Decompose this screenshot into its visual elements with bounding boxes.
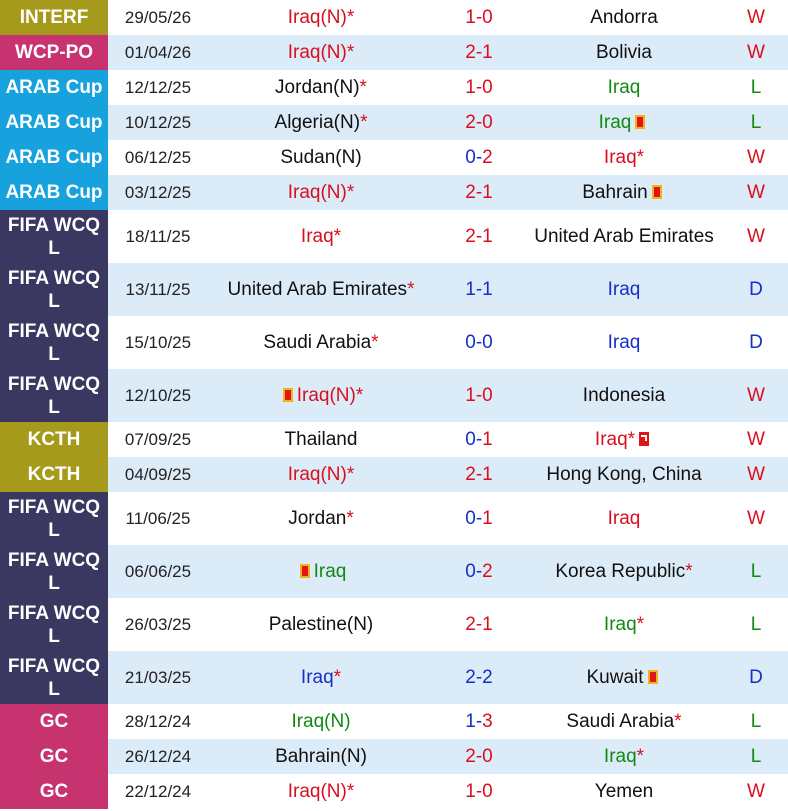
away-team-name[interactable]: Andorra [590,6,658,28]
score-separator: - [475,710,483,732]
home-team-name[interactable]: Sudan(N) [280,146,362,168]
away-team-name[interactable]: Bahrain [582,181,648,203]
home-team-cell[interactable] [208,598,434,651]
away-score: 1 [482,613,493,635]
match-date: 07/09/25 [108,422,208,457]
away-score: 0 [482,384,493,406]
away-team-name[interactable]: Yemen [594,780,654,802]
away-team-name[interactable]: Iraq [594,428,628,450]
home-team-star: * [359,76,367,98]
table-row[interactable] [0,774,788,809]
away-team-name[interactable]: Saudi Arabia [566,710,675,732]
competition-badge[interactable]: FIFA WCQ L [0,598,108,651]
home-team-cell[interactable] [208,316,434,369]
home-team-cell[interactable] [208,70,434,105]
away-team-name[interactable]: Kuwait [586,666,644,688]
competition-badge[interactable]: GC [0,774,108,809]
home-team-cell[interactable] [208,0,434,35]
home-team-cell[interactable] [208,651,434,704]
home-team-star: * [346,780,355,802]
competition-badge[interactable]: FIFA WCQ L [0,492,108,545]
match-result: D [724,263,788,316]
competition-badge[interactable]: GC [0,704,108,739]
home-team-cell[interactable] [208,704,434,739]
match-score[interactable] [434,0,524,35]
match-result: L [724,598,788,651]
match-result: L [724,545,788,598]
away-team-cell[interactable] [524,545,724,598]
away-team-name[interactable]: Bolivia [596,41,652,63]
away-team-star: * [636,745,645,767]
match-result: W [724,140,788,175]
match-date: 26/03/25 [108,598,208,651]
away-team-star: * [685,560,693,582]
home-score: 2 [465,225,476,247]
match-date: 06/06/25 [108,545,208,598]
away-team-cell[interactable] [524,316,724,369]
competition-badge[interactable]: ARAB Cup [0,175,108,210]
away-team-cell[interactable] [524,105,724,140]
home-team-name[interactable]: Iraq(N) [287,6,347,28]
match-date: 01/04/26 [108,35,208,70]
match-result: W [724,457,788,492]
match-date: 10/12/25 [108,105,208,140]
match-score[interactable] [434,739,524,774]
home-team-name[interactable]: Iraq(N) [287,780,347,802]
away-team-star: * [674,710,682,732]
home-score: 2 [465,181,476,203]
home-team-star: * [346,41,355,63]
match-score[interactable] [434,316,524,369]
table-row[interactable] [0,263,788,316]
away-team-name[interactable]: Iraq [607,331,641,353]
away-team-cell[interactable] [524,175,724,210]
red-card-icon [635,115,645,129]
home-score: 0 [465,146,476,168]
home-score: 2 [465,111,476,133]
home-team-name[interactable]: Iraq [313,560,347,582]
score-separator: - [475,613,483,635]
home-score: 2 [465,745,476,767]
away-score: 0 [482,6,493,28]
home-score: 1 [465,384,476,406]
home-team-name[interactable]: Iraq [300,225,334,247]
away-team-cell[interactable] [524,263,724,316]
home-team-cell[interactable] [208,422,434,457]
home-score: 1 [465,76,476,98]
away-team-cell[interactable] [524,739,724,774]
table-row[interactable] [0,739,788,774]
home-team-cell[interactable] [208,492,434,545]
away-score: 2 [482,666,493,688]
match-date: 04/09/25 [108,457,208,492]
home-team-star: * [333,666,342,688]
match-result: W [724,492,788,545]
home-team-star: * [346,181,355,203]
competition-badge[interactable]: FIFA WCQ L [0,210,108,263]
away-team-cell[interactable] [524,492,724,545]
score-separator: - [475,560,483,582]
match-score[interactable] [434,70,524,105]
competition-badge[interactable]: INTERF [0,0,108,35]
away-team-name[interactable]: Iraq [607,507,641,529]
score-separator: - [475,76,483,98]
score-separator: - [475,146,483,168]
home-team-cell[interactable] [208,369,434,422]
match-score[interactable] [434,598,524,651]
second-red-card-icon [639,432,649,446]
away-team-cell[interactable] [524,70,724,105]
home-team-name[interactable]: Jordan(N) [275,76,360,98]
score-separator: - [475,463,483,485]
competition-badge[interactable]: GC [0,739,108,774]
match-result: L [724,70,788,105]
home-team-cell[interactable] [208,545,434,598]
away-team-name[interactable]: Indonesia [582,384,666,406]
match-result: W [724,369,788,422]
home-team-star: * [346,507,354,529]
table-row[interactable] [0,105,788,140]
away-score: 0 [482,76,493,98]
home-team-star: * [371,331,379,353]
away-team-name[interactable]: Iraq [603,146,637,168]
table-row[interactable] [0,316,788,369]
score-separator: - [475,666,483,688]
away-team-cell[interactable] [524,422,724,457]
match-result: W [724,0,788,35]
home-score: 1 [465,278,476,300]
competition-badge[interactable]: KCTH [0,457,108,492]
match-score[interactable] [434,210,524,263]
competition-badge[interactable]: KCTH [0,422,108,457]
away-team-name[interactable]: Iraq [603,613,637,635]
score-separator: - [475,507,483,529]
score-separator: - [475,278,483,300]
match-score[interactable] [434,369,524,422]
score-separator: - [475,181,483,203]
red-card-icon [283,388,293,402]
home-team-cell[interactable] [208,457,434,492]
away-team-name[interactable]: Hong Kong, China [546,463,702,485]
away-team-name[interactable]: Iraq [603,745,637,767]
away-team-cell[interactable] [524,774,724,809]
home-team-name[interactable]: Jordan [288,507,347,529]
home-score: 0 [465,507,476,529]
table-row[interactable] [0,492,788,545]
home-team-cell[interactable] [208,774,434,809]
home-team-star: * [360,111,368,133]
home-score: 0 [465,331,476,353]
competition-badge[interactable]: FIFA WCQ L [0,651,108,704]
home-team-name[interactable]: Iraq(N) [291,710,351,732]
match-result: W [724,210,788,263]
home-team-star: * [346,6,355,28]
table-row[interactable] [0,545,788,598]
match-date: 21/03/25 [108,651,208,704]
match-result: W [724,774,788,809]
away-team-name[interactable]: Iraq [598,111,632,133]
score-separator: - [475,384,483,406]
away-team-star: * [636,146,645,168]
competition-badge[interactable]: WCP-PO [0,35,108,70]
score-separator: - [475,6,483,28]
away-team-cell[interactable] [524,210,724,263]
match-score[interactable] [434,422,524,457]
match-date: 12/10/25 [108,369,208,422]
home-team-cell[interactable] [208,35,434,70]
competition-badge[interactable]: FIFA WCQ L [0,545,108,598]
table-row[interactable] [0,598,788,651]
match-score[interactable] [434,545,524,598]
match-result: W [724,422,788,457]
home-team-star: * [346,463,355,485]
away-team-cell[interactable] [524,35,724,70]
away-score: 0 [482,111,493,133]
match-score[interactable] [434,457,524,492]
home-score: 2 [465,41,476,63]
home-team-name[interactable]: United Arab Emirates [227,278,408,300]
table-row[interactable] [0,651,788,704]
match-result: L [724,105,788,140]
away-score: 2 [482,560,493,582]
table-row[interactable] [0,457,788,492]
match-date: 26/12/24 [108,739,208,774]
home-score: 1 [465,6,476,28]
home-score: 1 [465,710,476,732]
match-result: L [724,704,788,739]
red-card-icon [648,670,658,684]
home-team-name[interactable]: Bahrain(N) [275,745,367,767]
home-score: 2 [465,666,476,688]
home-score: 0 [465,428,476,450]
home-team-name[interactable]: Algeria(N) [274,111,361,133]
table-row[interactable] [0,704,788,739]
away-team-name[interactable]: United Arab Emirates [534,225,714,247]
home-team-name[interactable]: Palestine(N) [268,613,374,635]
away-team-star: * [636,613,645,635]
home-team-name[interactable]: Iraq(N) [287,181,347,203]
score-separator: - [475,745,483,767]
competition-badge[interactable]: ARAB Cup [0,140,108,175]
away-team-cell[interactable] [524,140,724,175]
score-separator: - [475,41,483,63]
away-score: 0 [482,780,493,802]
competition-badge[interactable]: ARAB Cup [0,105,108,140]
away-score: 1 [482,41,493,63]
away-score: 0 [482,745,493,767]
table-row[interactable] [0,70,788,105]
match-score[interactable] [434,175,524,210]
home-score: 2 [465,613,476,635]
match-score[interactable] [434,492,524,545]
away-score: 1 [482,463,493,485]
match-result: D [724,651,788,704]
away-score: 1 [482,225,493,247]
match-result: W [724,35,788,70]
table-row[interactable] [0,35,788,70]
match-score[interactable] [434,263,524,316]
home-team-name[interactable]: Thailand [284,428,358,450]
table-row[interactable] [0,422,788,457]
home-score: 2 [465,463,476,485]
home-team-cell[interactable] [208,263,434,316]
away-team-cell[interactable] [524,457,724,492]
away-team-name[interactable]: Iraq [607,76,641,98]
match-result: L [724,739,788,774]
home-team-cell[interactable] [208,175,434,210]
away-team-name[interactable]: Korea Republic [555,560,686,582]
home-score: 0 [465,560,476,582]
home-team-name[interactable]: Iraq(N) [287,41,347,63]
away-team-cell[interactable] [524,651,724,704]
table-row[interactable] [0,210,788,263]
match-score[interactable] [434,651,524,704]
home-team-cell[interactable] [208,140,434,175]
match-result: D [724,316,788,369]
home-team-star: * [333,225,342,247]
away-team-cell[interactable] [524,598,724,651]
table-row[interactable] [0,175,788,210]
table-row[interactable] [0,0,788,35]
score-separator: - [475,111,483,133]
red-card-icon [652,185,662,199]
score-separator: - [475,331,483,353]
match-score[interactable] [434,35,524,70]
match-date: 28/12/24 [108,704,208,739]
match-score[interactable] [434,105,524,140]
score-separator: - [475,225,483,247]
match-date: 22/12/24 [108,774,208,809]
match-date: 06/12/25 [108,140,208,175]
away-score: 2 [482,146,493,168]
table-row[interactable] [0,369,788,422]
home-team-name[interactable]: Iraq [300,666,334,688]
away-score: 0 [482,331,493,353]
match-result: W [724,175,788,210]
match-date: 15/10/25 [108,316,208,369]
match-date: 11/06/25 [108,492,208,545]
score-separator: - [475,428,483,450]
away-team-cell[interactable] [524,369,724,422]
match-date: 29/05/26 [108,0,208,35]
home-team-cell[interactable] [208,105,434,140]
away-score: 1 [482,181,493,203]
away-score: 1 [482,428,493,450]
competition-badge[interactable]: FIFA WCQ L [0,316,108,369]
competition-badge[interactable]: ARAB Cup [0,70,108,105]
home-team-cell[interactable] [208,210,434,263]
competition-badge[interactable]: FIFA WCQ L [0,263,108,316]
away-score: 3 [482,710,493,732]
away-team-cell[interactable] [524,0,724,35]
home-team-name[interactable]: Iraq(N) [296,384,356,406]
away-score: 1 [482,507,493,529]
match-date: 13/11/25 [108,263,208,316]
score-separator: - [475,780,483,802]
away-team-cell[interactable] [524,704,724,739]
away-team-name[interactable]: Iraq [607,278,641,300]
match-score[interactable] [434,704,524,739]
home-team-star: * [407,278,415,300]
match-date: 03/12/25 [108,175,208,210]
home-team-name[interactable]: Iraq(N) [287,463,347,485]
home-team-star: * [355,384,364,406]
away-score: 1 [482,278,493,300]
table-row[interactable] [0,140,788,175]
away-team-star: * [627,428,636,450]
match-score[interactable] [434,774,524,809]
competition-badge[interactable]: FIFA WCQ L [0,369,108,422]
home-team-name[interactable]: Saudi Arabia [263,331,372,353]
home-score: 1 [465,780,476,802]
match-score[interactable] [434,140,524,175]
match-date: 18/11/25 [108,210,208,263]
match-date: 12/12/25 [108,70,208,105]
home-team-cell[interactable] [208,739,434,774]
red-card-icon [300,564,310,578]
